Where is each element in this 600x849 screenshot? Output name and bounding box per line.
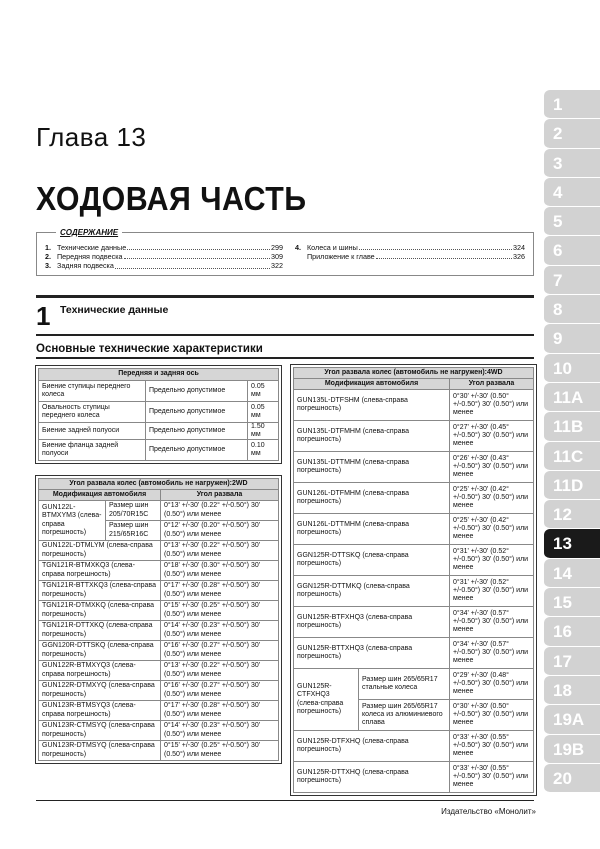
- table-title: Угол развала колес (автомобиль не нагружен):2WD: [39, 479, 279, 490]
- subtitle: Основные технические характеристики: [36, 343, 263, 355]
- chapter-tab[interactable]: 2: [544, 119, 600, 148]
- table-row: GUN125R-BTTXHQ3 (слева-справа погрешность) 0°34' +/-30' (0.57° +/-0.50°) 30' (0.50°) или менее: [294, 638, 534, 669]
- column-header: Модификация автомобиля: [39, 490, 161, 501]
- chapter-tab[interactable]: 5: [544, 207, 600, 236]
- chapter-label: Глава 13: [36, 122, 147, 152]
- table-row: GUN123R-CTMSYQ (слева-справа погрешность) 0°14' +/-30' (0.23° +/-0.50°) 30' (0.50°) или менее: [39, 721, 279, 741]
- table-row: GGN120R-DTTSKQ (слева-справа погрешность) 0°16' +/-30' (0.27° +/-0.50°) 30' (0.50°) или менее: [39, 641, 279, 661]
- table-row: TGN121R-DTTXKQ (слева-справа погрешность) 0°14' +/-30' (0.23° +/-0.50°) 30' (0.50°) или менее: [39, 621, 279, 641]
- table-row: Размер шин 265/65R17 колеса из алюминиевого сплава 0°30' +/-30' (0.50° +/-0.50°) 30' (0.50°) или менее: [294, 700, 534, 731]
- table-row: Биение ступицы переднего колеса Предельно допустимое 0.05 мм: [39, 381, 279, 402]
- chapter-tab[interactable]: 11C: [544, 442, 600, 471]
- column-header: Модификация автомобиля: [294, 379, 450, 390]
- publisher: Издательство «Монолит»: [441, 807, 536, 816]
- toc-item[interactable]: 1. Технические данные 299: [45, 243, 283, 252]
- table-row: GUN126L-DTTMHM (слева-справа погрешность) 0°25' +/-30' (0.42° +/-0.50°) 30' (0.50°) или менее: [294, 514, 534, 545]
- chapter-tab[interactable]: 18: [544, 676, 600, 705]
- table-row: GUN126L-DTFMHM (слева-справа погрешность) 0°25' +/-30' (0.42° +/-0.50°) 30' (0.50°) или менее: [294, 483, 534, 514]
- chapter-tab[interactable]: 4: [544, 178, 600, 207]
- table-row: GUN135L-DTFSHM (слева-справа погрешность) 0°30' +/-30' (0.50° +/-0.50°) 30' (0.50°) или менее: [294, 390, 534, 421]
- table-row: GUN123R-DTMSYQ (слева-справа погрешность) 0°15' +/-30' (0.25° +/-0.50°) 30' (0.50°) или менее: [39, 741, 279, 761]
- chapter-tab[interactable]: 1: [544, 90, 600, 119]
- chapter-tab[interactable]: 19A: [544, 705, 600, 734]
- table-title: Угол развала колес (автомобиль не нагружен):4WD: [294, 368, 534, 379]
- table-row: GUN125R-DTTXHQ (слева-справа погрешность) 0°33' +/-30' (0.55° +/-0.50°) 30' (0.50°) или менее: [294, 762, 534, 793]
- table-row: GUN123R-BTMSYQ3 (слева-справа погрешность) 0°17' +/-30' (0.28° +/-0.50°) 30' (0.50°) или менее: [39, 701, 279, 721]
- table-row: GUN135L-DTFMHM (слева-справа погрешность) 0°27' +/-30' (0.45° +/-0.50°) 30' (0.50°) или менее: [294, 421, 534, 452]
- chapter-tab[interactable]: 15: [544, 588, 600, 617]
- chapter-tab[interactable]: 19B: [544, 735, 600, 764]
- divider: [36, 357, 534, 359]
- column-header: Угол развала: [450, 379, 534, 390]
- chapter-tab[interactable]: 6: [544, 236, 600, 265]
- toc-item[interactable]: 4. Колеса и шины 324: [295, 243, 525, 252]
- chapter-tab[interactable]: 16: [544, 617, 600, 646]
- section-number: 1: [36, 301, 51, 331]
- toc-item[interactable]: 2. Передняя подвеска 309: [45, 252, 283, 262]
- chapter-tab[interactable]: 12: [544, 500, 600, 529]
- table-row: GGN125R-DTTSKQ (слева-справа погрешность) 0°31' +/-30' (0.52° +/-0.50°) 30' (0.50°) или менее: [294, 545, 534, 576]
- toc-item[interactable]: 3. Задняя подвеска 322: [45, 261, 283, 271]
- toc-right: [295, 243, 525, 261]
- table-row: Биение задней полуоси Предельно допустимое 1.50 мм: [39, 423, 279, 440]
- chapter-tab-active[interactable]: 13: [544, 529, 600, 558]
- chapter-tab[interactable]: 8: [544, 295, 600, 324]
- table-row: GUN125R-CTFXHQ3 (слева-справа погрешность) Размер шин 265/65R17 стальные колеса 0°29' +/-30' (0.48° +/-0.50°) 30' (0.50°) или менее: [294, 669, 534, 700]
- footer-divider: [36, 800, 534, 801]
- camber-4wd-table: [290, 364, 537, 796]
- table-row: TGN121R-BTMXKQ3 (слева-справа погрешность) 0°18' +/-30' (0.30° +/-0.50°) 30' (0.50°) или менее: [39, 561, 279, 581]
- table-row: Овальность ступицы переднего колеса Предельно допустимое 0.05 мм: [39, 402, 279, 423]
- chapter-tab[interactable]: 17: [544, 647, 600, 676]
- chapter-tab[interactable]: 9: [544, 324, 600, 353]
- table-row: GUN122L-BTMXYM3 (слева-справа погрешность) Размер шин 205/70R15C 0°13' +/-30' (0.22° +/-0.50°) 30' (0.50°) или менее: [39, 501, 279, 521]
- table-row: GUN135L-DTTMHM (слева-справа погрешность) 0°26' +/-30' (0.43° +/-0.50°) 30' (0.50°) или менее: [294, 452, 534, 483]
- chapter-tab[interactable]: 10: [544, 354, 600, 383]
- chapter-tab[interactable]: 20: [544, 764, 600, 793]
- table-row: Биение фланца задней полуоси Предельно допустимое 0.10 мм: [39, 440, 279, 461]
- chapter-tab[interactable]: 11B: [544, 412, 600, 441]
- chapter-tab[interactable]: 11A: [544, 383, 600, 412]
- table-row: GUN125R-BTFXHQ3 (слева-справа погрешность) 0°34' +/-30' (0.57° +/-0.50°) 30' (0.50°) или менее: [294, 607, 534, 638]
- table-row: GGN125R-DTTMKQ (слева-справа погрешность) 0°31' +/-30' (0.52° +/-0.50°) 30' (0.50°) или менее: [294, 576, 534, 607]
- toc-heading: СОДЕРЖАНИЕ: [56, 228, 122, 237]
- chapter-tabs: [544, 90, 600, 793]
- chapter-tab[interactable]: 3: [544, 149, 600, 178]
- table-row: TGN121R-BTTXKQ3 (слева-справа погрешность) 0°17' +/-30' (0.28° +/-0.50°) 30' (0.50°) или менее: [39, 581, 279, 601]
- table-row: GUN125R-DTFXHQ (слева-справа погрешность) 0°33' +/-30' (0.55° +/-0.50°) 30' (0.50°) или менее: [294, 731, 534, 762]
- section-title: Технические данные: [60, 304, 169, 316]
- table-row: GUN122R-DTMXYQ (слева-справа погрешность) 0°16' +/-30' (0.27° +/-0.50°) 30' (0.50°) или менее: [39, 681, 279, 701]
- toc-box: [36, 232, 534, 276]
- axle-table: [35, 365, 282, 464]
- chapter-tab[interactable]: 11D: [544, 471, 600, 500]
- column-header: Угол развала: [161, 490, 279, 501]
- toc-left: [45, 243, 283, 271]
- table-row: Размер шин 215/65R16C 0°12' +/-30' (0.20° +/-0.50°) 30' (0.50°) или менее: [39, 521, 279, 541]
- chapter-tab[interactable]: 7: [544, 266, 600, 295]
- camber-2wd-table: [35, 475, 282, 764]
- toc-item[interactable]: Приложение к главе 326: [307, 252, 525, 262]
- page-title: ХОДОВАЯ ЧАСТЬ: [36, 180, 307, 217]
- table-row: TGN121R-DTMXKQ (слева-справа погрешность) 0°15' +/-30' (0.25° +/-0.50°) 30' (0.50°) или менее: [39, 601, 279, 621]
- table-row: GUN122L-DTMLYM (слева-справа погрешность) 0°13' +/-30' (0.22° +/-0.50°) 30' (0.50°) или менее: [39, 541, 279, 561]
- divider: [36, 334, 534, 336]
- chapter-tab[interactable]: 14: [544, 559, 600, 588]
- table-row: GUN122R-BTMXYQ3 (слева-справа погрешность) 0°13' +/-30' (0.22° +/-0.50°) 30' (0.50°) или менее: [39, 661, 279, 681]
- divider: [36, 295, 534, 298]
- table-title: Передняя и задняя ось: [39, 369, 279, 381]
